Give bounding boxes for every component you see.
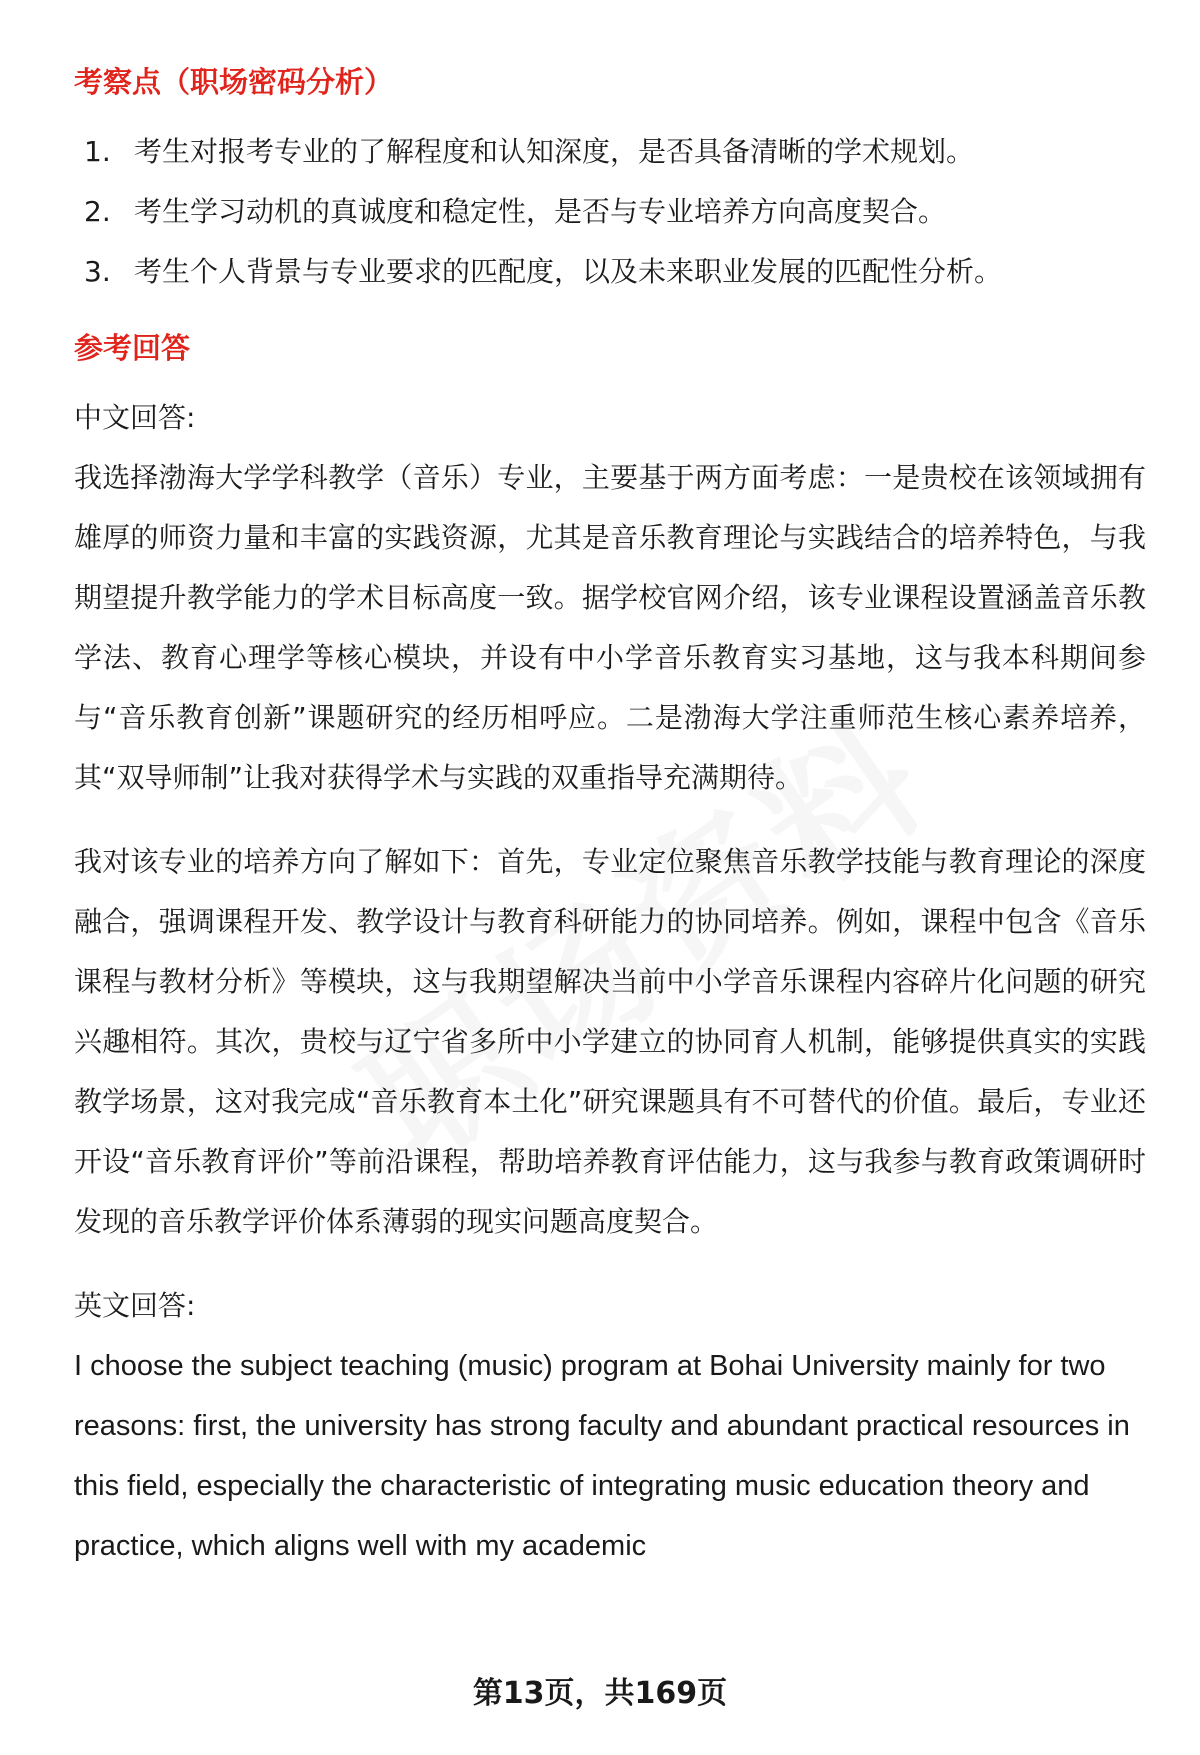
list-text: 考生对报考专业的了解程度和认知深度，是否具备清晰的学术规划。 <box>134 135 975 168</box>
document-page <box>74 56 1146 1576</box>
english-answer-label: 英文回答: <box>74 1289 196 1322</box>
section-title-exam-points: 考察点（职场密码分析） <box>74 65 394 99</box>
list-item <box>74 182 1146 242</box>
chinese-paragraph-2: 我对该专业的培养方向了解如下：首先，专业定位聚焦音乐教学技能与教育理论的深度融合，强调课程开发、教学设计与教育科研能力的协同培养。例如，课程中包含《音乐课程与教材分析》等模块，这与我期望解决当前中小学音乐课程内容碎片化问题的研究兴趣相符。其次，贵校与辽宁省多所中小学建立的协同育人机制，能够提供真实的实践教学场景，这对我完成“音乐教育本土化”研究课题具有不可替代的价值。最后，专业还开设“音乐教育评价”等前沿课程，帮助培养教育评估能力，这与我参与教育政策调研时发现的音乐教学评价体系薄弱的现实问题高度契合。 <box>74 845 1146 1238</box>
chinese-answer-label: 中文回答: <box>74 401 196 434</box>
list-text: 考生学习动机的真诚度和稳定性，是否与专业培养方向高度契合。 <box>134 195 947 228</box>
list-number: 1. <box>84 135 111 168</box>
page-number-footer: 第13页，共169页 <box>472 1676 728 1711</box>
list-number: 2. <box>84 195 111 228</box>
list-item <box>74 122 1146 182</box>
exam-points-list <box>74 122 1146 302</box>
list-item <box>74 242 1146 302</box>
english-paragraph: I choose the subject teaching (music) program at Bohai University mainly for two reasons: first, the university has strong faculty and abundant practical resources in this field, especially the characteristic of integrating music education theory and practice, which aligns well with my academic <box>74 1350 1130 1562</box>
list-number: 3. <box>84 255 111 288</box>
chinese-paragraph-1: 我选择渤海大学学科教学（音乐）专业，主要基于两方面考虑：一是贵校在该领域拥有雄厚的师资力量和丰富的实践资源，尤其是音乐教育理论与实践结合的培养特色，与我期望提升教学能力的学术目标高度一致。据学校官网介绍，该专业课程设置涵盖音乐教学法、教育心理学等核心模块，并设有中小学音乐教育实习基地，这与我本科期间参与“音乐教育创新”课题研究的经历相呼应。二是渤海大学注重师范生核心素养培养，其“双导师制”让我对获得学术与实践的双重指导充满期待。 <box>74 461 1146 794</box>
list-text: 考生个人背景与专业要求的匹配度，以及未来职业发展的匹配性分析。 <box>134 255 1003 288</box>
section-title-reference-answer: 参考回答 <box>74 331 191 365</box>
